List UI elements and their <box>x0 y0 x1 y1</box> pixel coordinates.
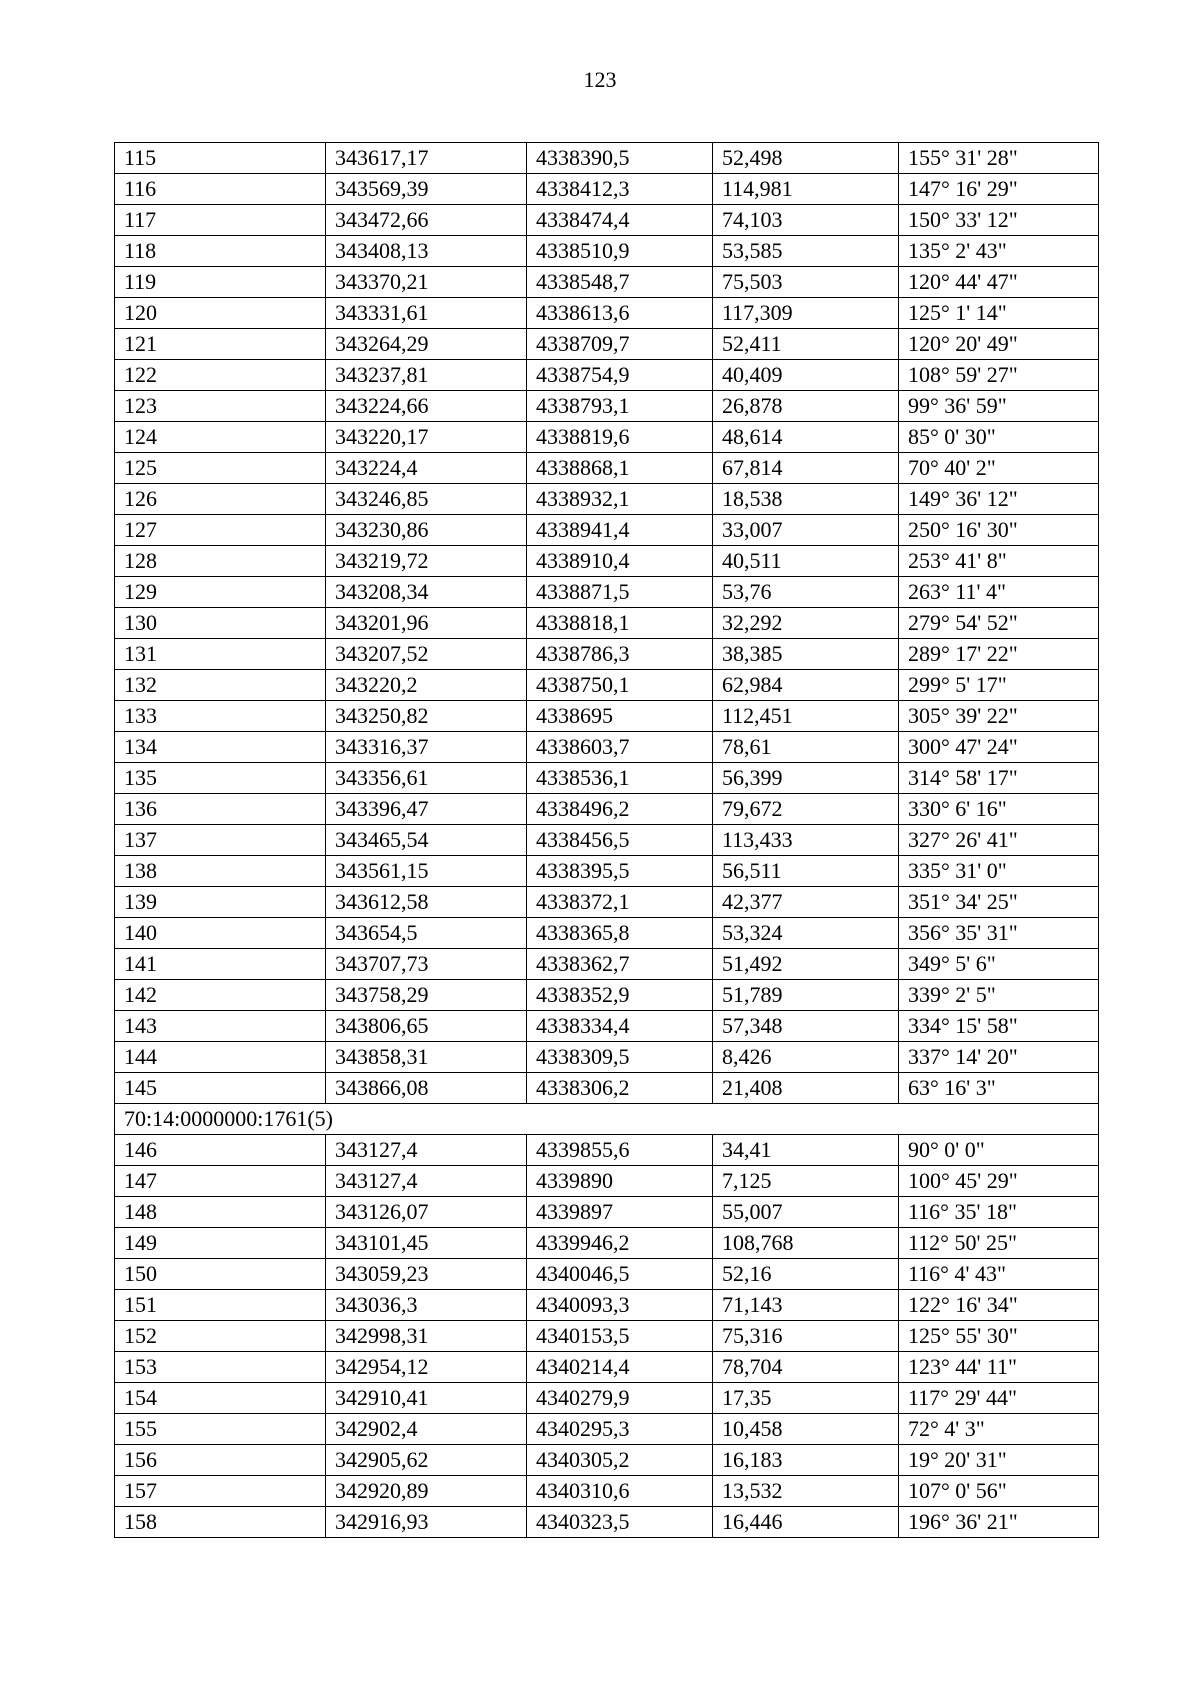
y-coordinate-cell: 4340153,5 <box>527 1321 713 1352</box>
distance-cell: 40,409 <box>713 360 899 391</box>
point-number-cell: 142 <box>115 980 326 1011</box>
x-coordinate-cell: 343472,66 <box>326 205 527 236</box>
point-number-cell: 121 <box>115 329 326 360</box>
y-coordinate-cell: 4338871,5 <box>527 577 713 608</box>
bearing-cell: 263° 11' 4" <box>899 577 1099 608</box>
distance-cell: 42,377 <box>713 887 899 918</box>
x-coordinate-cell: 343220,17 <box>326 422 527 453</box>
bearing-cell: 70° 40' 2" <box>899 453 1099 484</box>
bearing-cell: 125° 1' 14" <box>899 298 1099 329</box>
x-coordinate-cell: 343059,23 <box>326 1259 527 1290</box>
point-number-cell: 156 <box>115 1445 326 1476</box>
table-row <box>115 701 1099 732</box>
table-row <box>115 1197 1099 1228</box>
bearing-cell: 330° 6' 16" <box>899 794 1099 825</box>
table-row <box>115 1011 1099 1042</box>
y-coordinate-cell: 4338793,1 <box>527 391 713 422</box>
distance-cell: 55,007 <box>713 1197 899 1228</box>
section-label-cell: 70:14:0000000:1761(5) <box>115 1104 1099 1135</box>
distance-cell: 79,672 <box>713 794 899 825</box>
point-number-cell: 127 <box>115 515 326 546</box>
bearing-cell: 99° 36' 59" <box>899 391 1099 422</box>
bearing-cell: 147° 16' 29" <box>899 174 1099 205</box>
distance-cell: 8,426 <box>713 1042 899 1073</box>
coordinates-table-body <box>115 143 1099 1538</box>
distance-cell: 57,348 <box>713 1011 899 1042</box>
table-row <box>115 577 1099 608</box>
bearing-cell: 122° 16' 34" <box>899 1290 1099 1321</box>
point-number-cell: 129 <box>115 577 326 608</box>
bearing-cell: 72° 4' 3" <box>899 1414 1099 1445</box>
point-number-cell: 150 <box>115 1259 326 1290</box>
bearing-cell: 120° 20' 49" <box>899 329 1099 360</box>
y-coordinate-cell: 4338910,4 <box>527 546 713 577</box>
y-coordinate-cell: 4340046,5 <box>527 1259 713 1290</box>
distance-cell: 10,458 <box>713 1414 899 1445</box>
point-number-cell: 133 <box>115 701 326 732</box>
distance-cell: 32,292 <box>713 608 899 639</box>
y-coordinate-cell: 4338395,5 <box>527 856 713 887</box>
x-coordinate-cell: 343264,29 <box>326 329 527 360</box>
x-coordinate-cell: 343220,2 <box>326 670 527 701</box>
table-row <box>115 794 1099 825</box>
y-coordinate-cell: 4338750,1 <box>527 670 713 701</box>
table-row <box>115 918 1099 949</box>
point-number-cell: 147 <box>115 1166 326 1197</box>
x-coordinate-cell: 342920,89 <box>326 1476 527 1507</box>
table-row <box>115 1073 1099 1104</box>
table-row <box>115 608 1099 639</box>
distance-cell: 16,446 <box>713 1507 899 1538</box>
point-number-cell: 151 <box>115 1290 326 1321</box>
bearing-cell: 90° 0' 0" <box>899 1135 1099 1166</box>
table-row <box>115 1476 1099 1507</box>
bearing-cell: 85° 0' 30" <box>899 422 1099 453</box>
y-coordinate-cell: 4338372,1 <box>527 887 713 918</box>
y-coordinate-cell: 4338536,1 <box>527 763 713 794</box>
table-row <box>115 453 1099 484</box>
distance-cell: 53,76 <box>713 577 899 608</box>
y-coordinate-cell: 4338613,6 <box>527 298 713 329</box>
distance-cell: 38,385 <box>713 639 899 670</box>
distance-cell: 117,309 <box>713 298 899 329</box>
y-coordinate-cell: 4338510,9 <box>527 236 713 267</box>
bearing-cell: 335° 31' 0" <box>899 856 1099 887</box>
bearing-cell: 123° 44' 11" <box>899 1352 1099 1383</box>
table-row <box>115 360 1099 391</box>
x-coordinate-cell: 343250,82 <box>326 701 527 732</box>
distance-cell: 56,511 <box>713 856 899 887</box>
y-coordinate-cell: 4338819,6 <box>527 422 713 453</box>
bearing-cell: 196° 36' 21" <box>899 1507 1099 1538</box>
distance-cell: 21,408 <box>713 1073 899 1104</box>
distance-cell: 48,614 <box>713 422 899 453</box>
distance-cell: 51,492 <box>713 949 899 980</box>
bearing-cell: 116° 35' 18" <box>899 1197 1099 1228</box>
bearing-cell: 108° 59' 27" <box>899 360 1099 391</box>
point-number-cell: 146 <box>115 1135 326 1166</box>
y-coordinate-cell: 4338496,2 <box>527 794 713 825</box>
point-number-cell: 153 <box>115 1352 326 1383</box>
bearing-cell: 107° 0' 56" <box>899 1476 1099 1507</box>
table-row <box>115 484 1099 515</box>
distance-cell: 75,316 <box>713 1321 899 1352</box>
table-row <box>115 329 1099 360</box>
bearing-cell: 327° 26' 41" <box>899 825 1099 856</box>
point-number-cell: 152 <box>115 1321 326 1352</box>
distance-cell: 7,125 <box>713 1166 899 1197</box>
x-coordinate-cell: 343569,39 <box>326 174 527 205</box>
y-coordinate-cell: 4338603,7 <box>527 732 713 763</box>
y-coordinate-cell: 4340214,4 <box>527 1352 713 1383</box>
y-coordinate-cell: 4340310,6 <box>527 1476 713 1507</box>
bearing-cell: 289° 17' 22" <box>899 639 1099 670</box>
y-coordinate-cell: 4339890 <box>527 1166 713 1197</box>
y-coordinate-cell: 4338352,9 <box>527 980 713 1011</box>
distance-cell: 33,007 <box>713 515 899 546</box>
bearing-cell: 299° 5' 17" <box>899 670 1099 701</box>
point-number-cell: 126 <box>115 484 326 515</box>
point-number-cell: 140 <box>115 918 326 949</box>
y-coordinate-cell: 4338412,3 <box>527 174 713 205</box>
y-coordinate-cell: 4338709,7 <box>527 329 713 360</box>
y-coordinate-cell: 4338786,3 <box>527 639 713 670</box>
x-coordinate-cell: 343219,72 <box>326 546 527 577</box>
bearing-cell: 155° 31' 28" <box>899 143 1099 174</box>
y-coordinate-cell: 4340305,2 <box>527 1445 713 1476</box>
bearing-cell: 19° 20' 31" <box>899 1445 1099 1476</box>
y-coordinate-cell: 4338309,5 <box>527 1042 713 1073</box>
table-row <box>115 267 1099 298</box>
distance-cell: 108,768 <box>713 1228 899 1259</box>
table-row <box>115 949 1099 980</box>
x-coordinate-cell: 343612,58 <box>326 887 527 918</box>
point-number-cell: 154 <box>115 1383 326 1414</box>
point-number-cell: 131 <box>115 639 326 670</box>
point-number-cell: 125 <box>115 453 326 484</box>
table-row <box>115 1445 1099 1476</box>
distance-cell: 53,585 <box>713 236 899 267</box>
x-coordinate-cell: 343127,4 <box>326 1166 527 1197</box>
table-row <box>115 670 1099 701</box>
point-number-cell: 143 <box>115 1011 326 1042</box>
table-row <box>115 825 1099 856</box>
table-row <box>115 1228 1099 1259</box>
x-coordinate-cell: 342902,4 <box>326 1414 527 1445</box>
x-coordinate-cell: 343208,34 <box>326 577 527 608</box>
x-coordinate-cell: 343127,4 <box>326 1135 527 1166</box>
point-number-cell: 149 <box>115 1228 326 1259</box>
point-number-cell: 118 <box>115 236 326 267</box>
table-row <box>115 422 1099 453</box>
bearing-cell: 63° 16' 3" <box>899 1073 1099 1104</box>
y-coordinate-cell: 4339855,6 <box>527 1135 713 1166</box>
point-number-cell: 117 <box>115 205 326 236</box>
x-coordinate-cell: 343237,81 <box>326 360 527 391</box>
point-number-cell: 138 <box>115 856 326 887</box>
x-coordinate-cell: 343806,65 <box>326 1011 527 1042</box>
point-number-cell: 116 <box>115 174 326 205</box>
bearing-cell: 334° 15' 58" <box>899 1011 1099 1042</box>
x-coordinate-cell: 343396,47 <box>326 794 527 825</box>
x-coordinate-cell: 343654,5 <box>326 918 527 949</box>
x-coordinate-cell: 343246,85 <box>326 484 527 515</box>
x-coordinate-cell: 342916,93 <box>326 1507 527 1538</box>
coordinates-table <box>114 142 1099 1538</box>
y-coordinate-cell: 4339897 <box>527 1197 713 1228</box>
table-row <box>115 391 1099 422</box>
point-number-cell: 148 <box>115 1197 326 1228</box>
bearing-cell: 150° 33' 12" <box>899 205 1099 236</box>
distance-cell: 74,103 <box>713 205 899 236</box>
y-coordinate-cell: 4338941,4 <box>527 515 713 546</box>
point-number-cell: 158 <box>115 1507 326 1538</box>
point-number-cell: 123 <box>115 391 326 422</box>
point-number-cell: 145 <box>115 1073 326 1104</box>
y-coordinate-cell: 4338456,5 <box>527 825 713 856</box>
bearing-cell: 120° 44' 47" <box>899 267 1099 298</box>
point-number-cell: 115 <box>115 143 326 174</box>
table-row <box>115 1352 1099 1383</box>
x-coordinate-cell: 343224,4 <box>326 453 527 484</box>
y-coordinate-cell: 4338868,1 <box>527 453 713 484</box>
y-coordinate-cell: 4338306,2 <box>527 1073 713 1104</box>
x-coordinate-cell: 343370,21 <box>326 267 527 298</box>
distance-cell: 18,538 <box>713 484 899 515</box>
distance-cell: 13,532 <box>713 1476 899 1507</box>
bearing-cell: 351° 34' 25" <box>899 887 1099 918</box>
point-number-cell: 137 <box>115 825 326 856</box>
point-number-cell: 136 <box>115 794 326 825</box>
table-row <box>115 1507 1099 1538</box>
x-coordinate-cell: 343201,96 <box>326 608 527 639</box>
table-row <box>115 1290 1099 1321</box>
page-number: 123 <box>583 67 617 92</box>
x-coordinate-cell: 343707,73 <box>326 949 527 980</box>
distance-cell: 16,183 <box>713 1445 899 1476</box>
distance-cell: 51,789 <box>713 980 899 1011</box>
bearing-cell: 314° 58' 17" <box>899 763 1099 794</box>
x-coordinate-cell: 343036,3 <box>326 1290 527 1321</box>
bearing-cell: 349° 5' 6" <box>899 949 1099 980</box>
table-row <box>115 980 1099 1011</box>
y-coordinate-cell: 4338474,4 <box>527 205 713 236</box>
bearing-cell: 100° 45' 29" <box>899 1166 1099 1197</box>
x-coordinate-cell: 343331,61 <box>326 298 527 329</box>
table-row <box>115 546 1099 577</box>
bearing-cell: 305° 39' 22" <box>899 701 1099 732</box>
y-coordinate-cell: 4338334,4 <box>527 1011 713 1042</box>
table-row <box>115 205 1099 236</box>
x-coordinate-cell: 343561,15 <box>326 856 527 887</box>
y-coordinate-cell: 4338695 <box>527 701 713 732</box>
distance-cell: 52,498 <box>713 143 899 174</box>
bearing-cell: 253° 41' 8" <box>899 546 1099 577</box>
x-coordinate-cell: 343758,29 <box>326 980 527 1011</box>
point-number-cell: 144 <box>115 1042 326 1073</box>
x-coordinate-cell: 343356,61 <box>326 763 527 794</box>
distance-cell: 114,981 <box>713 174 899 205</box>
point-number-cell: 122 <box>115 360 326 391</box>
point-number-cell: 157 <box>115 1476 326 1507</box>
x-coordinate-cell: 343617,17 <box>326 143 527 174</box>
distance-cell: 67,814 <box>713 453 899 484</box>
table-row <box>115 1414 1099 1445</box>
x-coordinate-cell: 343465,54 <box>326 825 527 856</box>
distance-cell: 34,41 <box>713 1135 899 1166</box>
y-coordinate-cell: 4339946,2 <box>527 1228 713 1259</box>
distance-cell: 26,878 <box>713 391 899 422</box>
y-coordinate-cell: 4338754,9 <box>527 360 713 391</box>
y-coordinate-cell: 4338390,5 <box>527 143 713 174</box>
point-number-cell: 139 <box>115 887 326 918</box>
bearing-cell: 149° 36' 12" <box>899 484 1099 515</box>
bearing-cell: 279° 54' 52" <box>899 608 1099 639</box>
distance-cell: 113,433 <box>713 825 899 856</box>
table-row <box>115 515 1099 546</box>
table-row <box>115 639 1099 670</box>
y-coordinate-cell: 4340093,3 <box>527 1290 713 1321</box>
distance-cell: 52,411 <box>713 329 899 360</box>
point-number-cell: 119 <box>115 267 326 298</box>
x-coordinate-cell: 342954,12 <box>326 1352 527 1383</box>
point-number-cell: 132 <box>115 670 326 701</box>
distance-cell: 75,503 <box>713 267 899 298</box>
table-row <box>115 732 1099 763</box>
distance-cell: 78,704 <box>713 1352 899 1383</box>
x-coordinate-cell: 343230,86 <box>326 515 527 546</box>
table-row <box>115 856 1099 887</box>
distance-cell: 56,399 <box>713 763 899 794</box>
x-coordinate-cell: 343408,13 <box>326 236 527 267</box>
y-coordinate-cell: 4338365,8 <box>527 918 713 949</box>
y-coordinate-cell: 4340323,5 <box>527 1507 713 1538</box>
bearing-cell: 337° 14' 20" <box>899 1042 1099 1073</box>
distance-cell: 78,61 <box>713 732 899 763</box>
y-coordinate-cell: 4340295,3 <box>527 1414 713 1445</box>
distance-cell: 62,984 <box>713 670 899 701</box>
distance-cell: 53,324 <box>713 918 899 949</box>
distance-cell: 71,143 <box>713 1290 899 1321</box>
bearing-cell: 356° 35' 31" <box>899 918 1099 949</box>
point-number-cell: 135 <box>115 763 326 794</box>
x-coordinate-cell: 343316,37 <box>326 732 527 763</box>
table-row <box>115 887 1099 918</box>
bearing-cell: 112° 50' 25" <box>899 1228 1099 1259</box>
x-coordinate-cell: 343101,45 <box>326 1228 527 1259</box>
point-number-cell: 141 <box>115 949 326 980</box>
point-number-cell: 120 <box>115 298 326 329</box>
table-row <box>115 1321 1099 1352</box>
section-header-row <box>115 1104 1099 1135</box>
bearing-cell: 117° 29' 44" <box>899 1383 1099 1414</box>
table-row <box>115 298 1099 329</box>
point-number-cell: 155 <box>115 1414 326 1445</box>
y-coordinate-cell: 4338362,7 <box>527 949 713 980</box>
point-number-cell: 130 <box>115 608 326 639</box>
distance-cell: 112,451 <box>713 701 899 732</box>
x-coordinate-cell: 343858,31 <box>326 1042 527 1073</box>
x-coordinate-cell: 343866,08 <box>326 1073 527 1104</box>
x-coordinate-cell: 343126,07 <box>326 1197 527 1228</box>
distance-cell: 52,16 <box>713 1259 899 1290</box>
y-coordinate-cell: 4338548,7 <box>527 267 713 298</box>
distance-cell: 40,511 <box>713 546 899 577</box>
bearing-cell: 250° 16' 30" <box>899 515 1099 546</box>
table-row <box>115 1166 1099 1197</box>
x-coordinate-cell: 343207,52 <box>326 639 527 670</box>
x-coordinate-cell: 343224,66 <box>326 391 527 422</box>
table-row <box>115 174 1099 205</box>
bearing-cell: 300° 47' 24" <box>899 732 1099 763</box>
point-number-cell: 128 <box>115 546 326 577</box>
x-coordinate-cell: 342905,62 <box>326 1445 527 1476</box>
point-number-cell: 134 <box>115 732 326 763</box>
x-coordinate-cell: 342998,31 <box>326 1321 527 1352</box>
y-coordinate-cell: 4338932,1 <box>527 484 713 515</box>
bearing-cell: 339° 2' 5" <box>899 980 1099 1011</box>
bearing-cell: 125° 55' 30" <box>899 1321 1099 1352</box>
table-row <box>115 763 1099 794</box>
y-coordinate-cell: 4338818,1 <box>527 608 713 639</box>
x-coordinate-cell: 342910,41 <box>326 1383 527 1414</box>
table-row <box>115 1259 1099 1290</box>
bearing-cell: 135° 2' 43" <box>899 236 1099 267</box>
table-row <box>115 1383 1099 1414</box>
table-row <box>115 1135 1099 1166</box>
bearing-cell: 116° 4' 43" <box>899 1259 1099 1290</box>
point-number-cell: 124 <box>115 422 326 453</box>
y-coordinate-cell: 4340279,9 <box>527 1383 713 1414</box>
table-row <box>115 143 1099 174</box>
table-row <box>115 1042 1099 1073</box>
table-row <box>115 236 1099 267</box>
distance-cell: 17,35 <box>713 1383 899 1414</box>
